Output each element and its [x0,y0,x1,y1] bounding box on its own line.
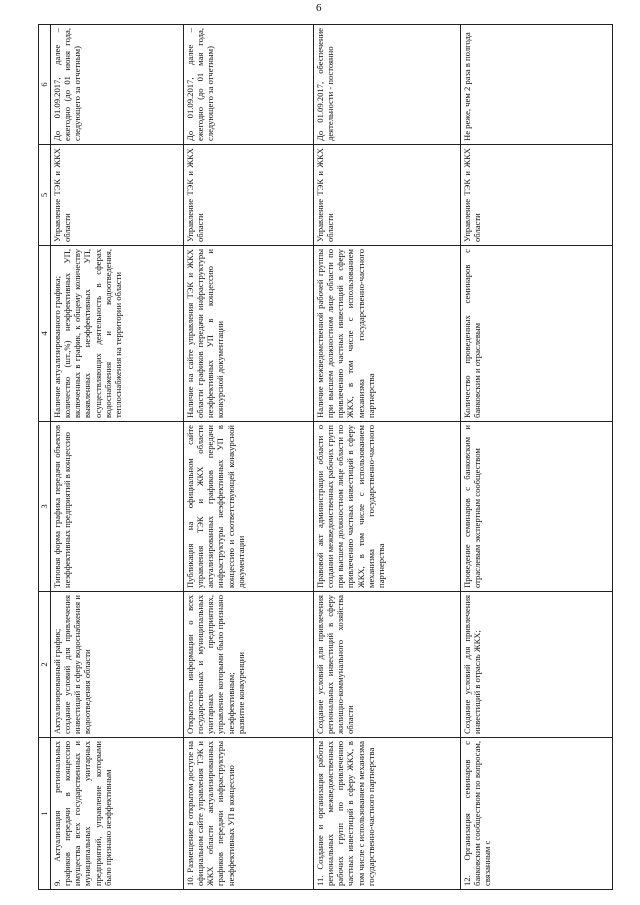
row-12-measure: 12. Организация семинаров с банковским сообществом по вопросам, связанным с [461,738,613,890]
row-10-result: Открытость информации о всех государственных и муниципальных унитарных предприятиях, управление которыми было признано неэффективным; развитие конкуренции [184,592,314,738]
page-number: 6 [316,2,322,14]
row-11-executor: Управление ТЭК и ЖКХ области [314,145,461,246]
row-11-document: Правовой акт администрации области о создании межведомственных рабочих групп при высшем должностном лице области по привлечению частных инвестиций в сферу ЖКХ, в том числе с использованием механизма государственно-частного партнерства [314,422,461,592]
table-row [314,25,461,890]
row-11-measure: 11. Создание и организация работы региональных межведомственных рабочих групп по привлечению частных инвестиций в сферу ЖКХ, в том числе с использованием механизма государственно-частного партнерства [314,738,461,890]
column-header-6: 6 [39,25,51,145]
row-12-deadline: Не реже, чем 2 раза в полгода [461,25,613,145]
row-10-indicator: Наличие на сайте управления ТЭК и ЖКХ области графиков передачи инфраструктуры неэффективных УП в концессию и конкурсной документации [184,246,314,422]
row-10-document: Публикация на официальном сайте управления ТЭК и ЖКХ области актуализированных графиков передачи инфраструктуры неэффективных УП в концессию и соответствующей конкурсной документации [184,422,314,592]
row-9-document: Типовая форма графика передачи объектов неэффективных предприятий в концессию [51,422,184,592]
table-row [184,25,314,890]
header-row [39,25,51,890]
column-header-4: 4 [39,246,51,422]
column-header-1: 1 [39,738,51,890]
row-11-indicator: Наличие межведомственной рабочей группы при высшем должностном лице области по привлечению частных инвестиций в сферу ЖКХ, в том числе с использованием механизма государственно-частного партнерства [314,246,461,422]
row-12-document: Проведение семинаров с банковским и отраслевым экспертным сообществом [461,422,613,592]
table-row [51,25,184,890]
plan-table [38,24,613,890]
row-9-measure: 9. Актуализация региональных графиков передачи в концессию имущества всех государственных и муниципальных унитарных предприятий, управление которыми было признано неэффективным [51,738,184,890]
table-row [461,25,613,890]
row-10-measure: 10. Размещение в открытом доступе на официальном сайте управления ТЭК и ЖКХ области актуализированных графиков передачи инфраструктуры неэффективных УП в концессию [184,738,314,890]
row-11-result: Создание условий для привлечения региональных инвестиций в сферу жилищно-коммунального хозяйства области [314,592,461,738]
row-10-deadline: До 01.09.2017, далее – ежегодно (до 01 мая года, следующего за отчетным) [184,25,314,145]
rotated-table-container [38,25,613,890]
column-header-3: 3 [39,422,51,592]
row-9-executor: Управление ТЭК и ЖКХ области [51,145,184,246]
row-12-indicator: Количество проведенных семинаров с банковским и отраслевым [461,246,613,422]
row-9-deadline: До 01.09.2017, далее – ежегодно (до 01 июня года, следующего за отчетным) [51,25,184,145]
row-9-indicator: Наличие актуализированного графика; количество (шт.,%) неэффективных УП, включенных в график, к общему количеству выявленных неэффективных УП, осуществляющих деятельность в сферах водоснабжения и водоотведения, теплоснабжения на территории области [51,246,184,422]
row-11-deadline: До 01.09.2017, обеспечение деятельности - постоянно [314,25,461,145]
row-12-executor: Управление ТЭК и ЖКХ области [461,145,613,246]
row-9-result: Актуализированный график; создание условий для привлечения инвестиций в сферу водоснабжения и водоотведения области [51,592,184,738]
row-10-executor: Управление ТЭК и ЖКХ области [184,145,314,246]
column-header-5: 5 [39,145,51,246]
column-header-2: 2 [39,592,51,738]
row-12-result: Создание условий для привлечения инвестиций в отрасль ЖКХ; [461,592,613,738]
